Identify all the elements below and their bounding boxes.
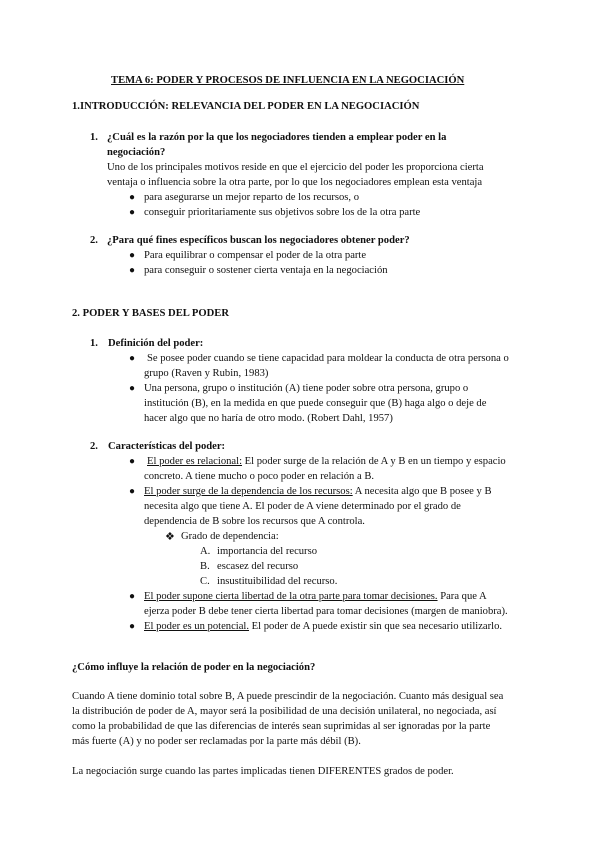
characteristic-2-term: El poder surge de la dependencia de los recursos: xyxy=(144,486,353,497)
section-1-heading: 1.INTRODUCCIÓN: RELEVANCIA DEL PODER EN LA NEGOCIACIÓN xyxy=(72,101,420,112)
section-3-heading: ¿Cómo influye la relación de poder en la negociación? xyxy=(72,662,316,673)
characteristic-3-line-1 xyxy=(144,590,487,604)
question-2: ¿Para qué fines específicos buscan los negociadores obtener poder? xyxy=(107,235,410,246)
definition-number: 1. xyxy=(90,338,98,349)
characteristic-2-line-3: dependencia de B sobre los recursos que A controla. xyxy=(144,516,365,527)
bullet-icon: ● xyxy=(129,486,136,497)
characteristic-2-line-2: necesita algo que tiene A. El poder de A viene determinado por el grado de xyxy=(144,501,461,512)
definition-1-line-1: Se posee poder cuando se tiene capacidad para moldear la conducta de otra persona o xyxy=(147,353,509,364)
characteristic-1-term: El poder es relacional: xyxy=(147,456,243,467)
answer-1-line-2: ventaja o influencia sobre la otra parte, por lo que los negociadores emplean esta ventaja xyxy=(107,177,483,188)
characteristic-4-term: El poder es un potencial. xyxy=(144,621,250,632)
characteristic-3-line-2: ejerza poder B debe tener cierta libertad para tomar decisiones (margen de maniobra). xyxy=(144,606,508,617)
document-title: TEMA 6: PODER Y PROCESOS DE INFLUENCIA EN LA NEGOCIACIÓN xyxy=(111,75,465,86)
answer-1-bullet-2: conseguir prioritariamente sus objetivos sobre los de la otra parte xyxy=(144,207,421,218)
dependency-item-letter: A. xyxy=(200,546,211,557)
characteristic-1-rest: El poder surge de la relación de A y B en un tiempo y espacio xyxy=(242,456,506,467)
dependency-item-letter: C. xyxy=(200,576,210,587)
paragraph-line: Cuando A tiene dominio total sobre B, A puede prescindir de la negociación. Cuanto más desigual sea xyxy=(72,691,504,702)
characteristics-number: 2. xyxy=(90,441,98,452)
definition-1-line-2: grupo (Raven y Rubin, 1983) xyxy=(144,368,269,379)
diamond-bullet-icon: ❖ xyxy=(165,531,175,543)
bullet-icon: ● xyxy=(129,265,136,276)
dependency-degree-label: Grado de dependencia: xyxy=(181,531,279,542)
characteristic-3-term: El poder supone cierta libertad de la otra parte para tomar decisiones. xyxy=(144,591,438,602)
answer-2-bullet-2: para conseguir o sostener cierta ventaja en la negociación xyxy=(144,265,388,276)
paragraph-line: más fuerte (A) y no poder ser reclamadas por la parte más débil (B). xyxy=(72,736,361,747)
characteristic-4-line-1 xyxy=(144,620,502,634)
characteristic-1-line-2: concreto. A tiene mucho o poco poder en relación a B. xyxy=(144,471,375,482)
definition-2-line-3: hacer algo que no haría de otro modo. (Robert Dahl, 1957) xyxy=(144,413,393,424)
bullet-icon: ● xyxy=(129,353,136,364)
question-2-number: 2. xyxy=(90,235,98,246)
answer-1-bullet-1: para asegurarse un mejor reparto de los recursos, o xyxy=(144,192,360,203)
paragraph-line: la distribución de poder de A, mayor será la posibilidad de una decisión unilateral, no negociada, así xyxy=(72,706,497,717)
characteristic-2-line-1 xyxy=(144,485,492,499)
question-1-line-2: negociación? xyxy=(107,147,166,158)
characteristics-title: Características del poder: xyxy=(108,441,226,452)
bullet-icon: ● xyxy=(129,591,136,602)
bullet-icon: ● xyxy=(129,456,136,467)
question-1-number: 1. xyxy=(90,132,98,143)
question-1-line-1: ¿Cuál es la razón por la que los negociadores tienden a emplear poder en la xyxy=(107,132,447,143)
answer-1-line-1: Uno de los principales motivos reside en que el ejercicio del poder les proporciona cierta xyxy=(107,162,484,173)
characteristic-2-rest: A necesita algo que B posee y B xyxy=(352,486,492,497)
dependency-item-text: insustituibilidad del recurso. xyxy=(217,576,338,587)
bullet-icon: ● xyxy=(129,207,136,218)
characteristic-3-rest: Para que A xyxy=(437,591,487,602)
definition-2-line-2: institución (B), en la medida en que puede conseguir que (B) haga algo o deje de xyxy=(144,398,487,409)
bullet-icon: ● xyxy=(129,621,136,632)
bullet-icon: ● xyxy=(129,383,136,394)
characteristic-4-rest: El poder de A puede existir sin que sea necesario utilizarlo. xyxy=(249,621,503,632)
dependency-item-text: importancia del recurso xyxy=(217,546,318,557)
characteristic-1-line-1 xyxy=(147,455,506,469)
definition-title: Definición del poder: xyxy=(108,338,204,349)
paragraph-line: como la probabilidad de que las diferencias de interés sean suprimidas al ser ignoradas por la parte xyxy=(72,721,491,732)
answer-2-bullet-1: Para equilibrar o compensar el poder de la otra parte xyxy=(144,250,367,261)
dependency-item-text: escasez del recurso xyxy=(217,561,299,572)
dependency-item-letter: B. xyxy=(200,561,210,572)
bullet-icon: ● xyxy=(129,250,136,261)
definition-2-line-1: Una persona, grupo o institución (A) tiene poder sobre otra persona, grupo o xyxy=(144,383,469,394)
closing-paragraph: La negociación surge cuando las partes implicadas tienen DIFERENTES grados de poder. xyxy=(72,766,454,777)
bullet-icon: ● xyxy=(129,192,136,203)
section-2-heading: 2. PODER Y BASES DEL PODER xyxy=(72,308,229,319)
